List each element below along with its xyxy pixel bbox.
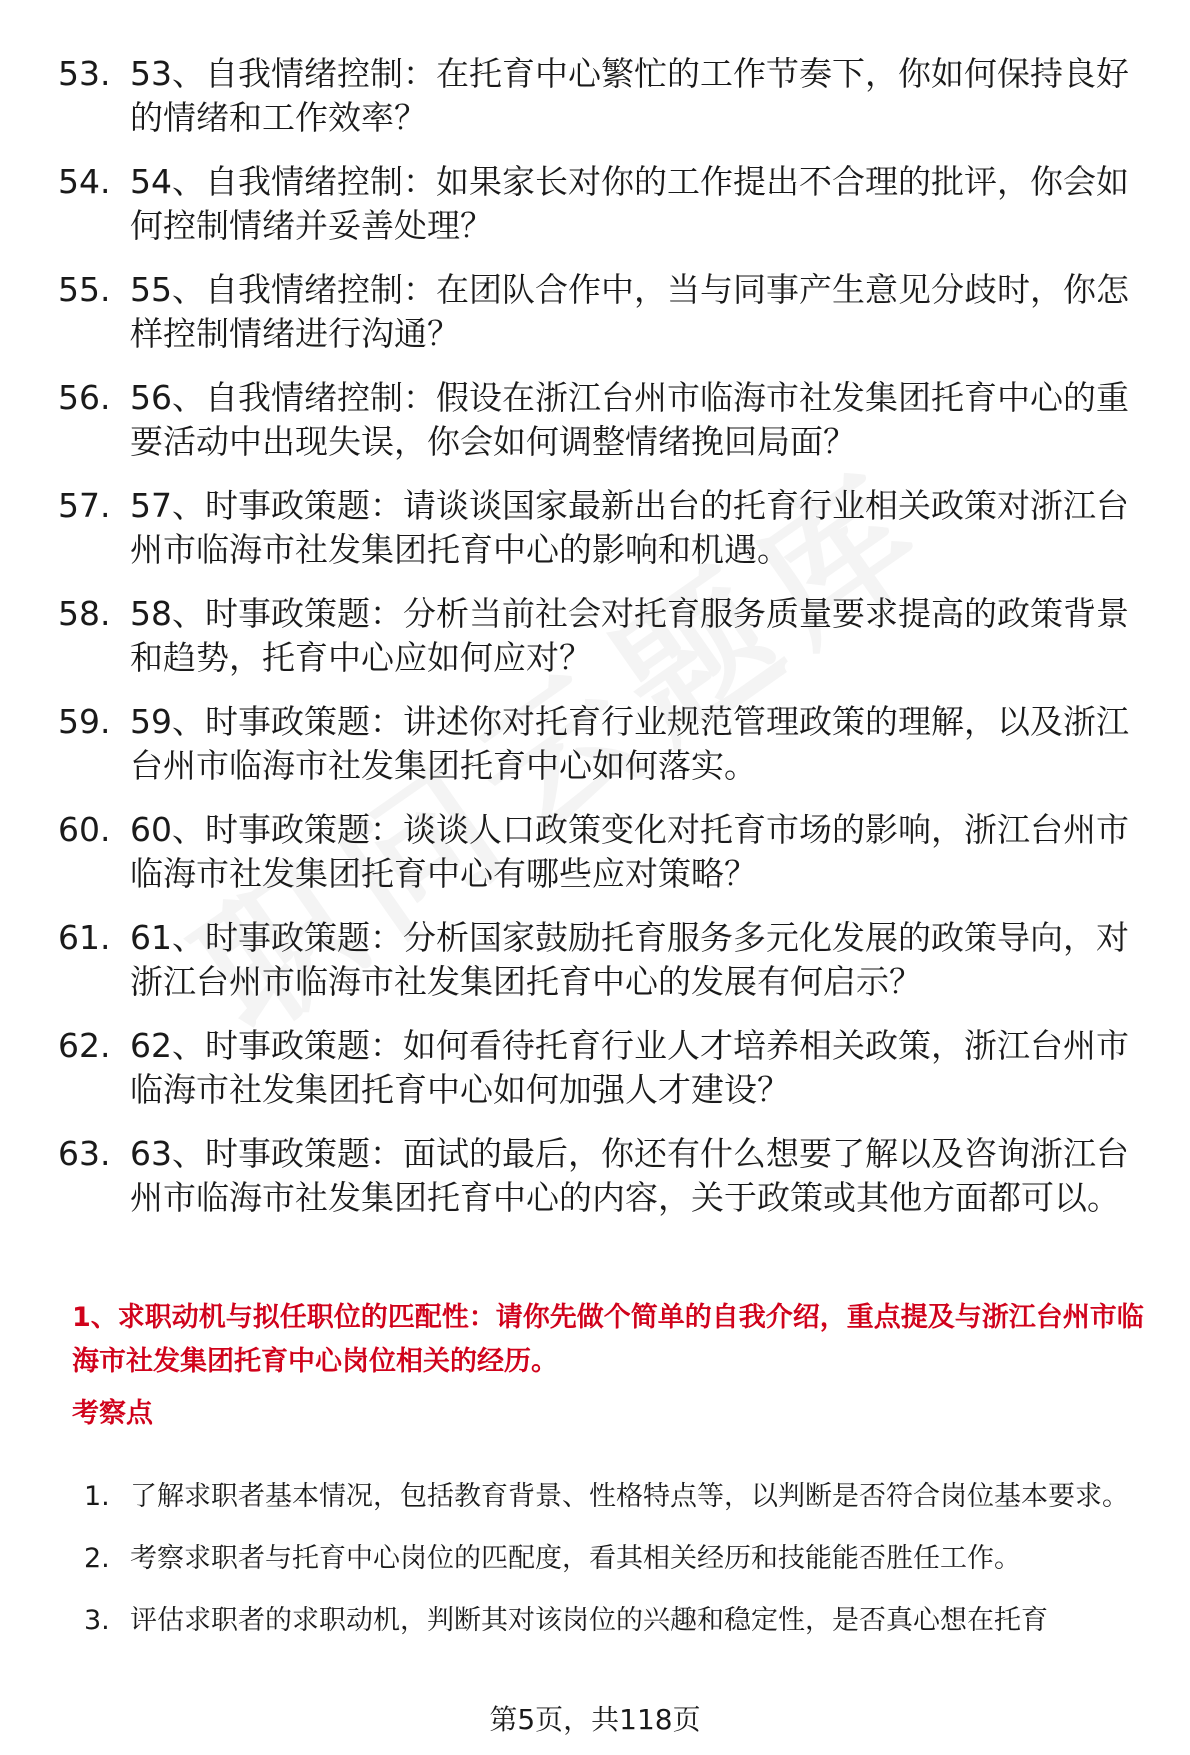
list-item-number: 60. bbox=[58, 810, 111, 849]
list-item bbox=[58, 268, 1158, 356]
list-item bbox=[58, 1132, 1158, 1220]
list-item bbox=[58, 916, 1158, 1004]
list-item-text: 57、时事政策题：请谈谈国家最新出台的托育行业相关政策对浙江台州市临海市社发集团托育中心的影响和机遇。 bbox=[130, 486, 1129, 569]
section-title: 1、求职动机与拟任职位的匹配性：请你先做个简单的自我介绍，重点提及与浙江台州市临海市社发集团托育中心岗位相关的经历。 bbox=[72, 1302, 1144, 1377]
list-item-number: 57. bbox=[58, 486, 111, 525]
list-item bbox=[84, 1590, 1154, 1652]
list-item-text: 考察求职者与托育中心岗位的匹配度，看其相关经历和技能能否胜任工作。 bbox=[130, 1543, 1021, 1574]
list-item bbox=[58, 376, 1158, 464]
list-item-text: 61、时事政策题：分析国家鼓励托育服务多元化发展的政策导向，对浙江台州市临海市社发集团托育中心的发展有何启示？ bbox=[130, 918, 1129, 1001]
list-item-text: 58、时事政策题：分析当前社会对托育服务质量要求提高的政策背景和趋势，托育中心应如何应对？ bbox=[130, 594, 1129, 677]
list-item-number: 56. bbox=[58, 378, 111, 417]
question-list bbox=[58, 52, 1158, 1240]
list-item-text: 56、自我情绪控制：假设在浙江台州市临海市社发集团托育中心的重要活动中出现失误，你会如何调整情绪挽回局面？ bbox=[130, 378, 1129, 461]
list-item-text: 62、时事政策题：如何看待托育行业人才培养相关政策，浙江台州市临海市社发集团托育中心如何加强人才建设？ bbox=[130, 1026, 1129, 1109]
list-item-number: 1. bbox=[84, 1481, 110, 1512]
list-item-number: 2. bbox=[84, 1543, 110, 1574]
list-item bbox=[58, 592, 1158, 680]
list-item-text: 55、自我情绪控制：在团队合作中，当与同事产生意见分歧时，你怎样控制情绪进行沟通？ bbox=[130, 270, 1129, 353]
list-item-number: 3. bbox=[84, 1605, 110, 1636]
list-item-text: 59、时事政策题：讲述你对托育行业规范管理政策的理解，以及浙江台州市临海市社发集团托育中心如何落实。 bbox=[130, 702, 1129, 785]
list-item-number: 58. bbox=[58, 594, 111, 633]
list-item-number: 55. bbox=[58, 270, 111, 309]
list-item-text: 53、自我情绪控制：在托育中心繁忙的工作节奏下，你如何保持良好的情绪和工作效率？ bbox=[130, 54, 1129, 137]
list-item bbox=[84, 1528, 1154, 1590]
list-item bbox=[58, 52, 1158, 140]
list-item-text: 60、时事政策题：谈谈人口政策变化对托育市场的影响，浙江台州市临海市社发集团托育中心有哪些应对策略？ bbox=[130, 810, 1129, 893]
list-item-number: 59. bbox=[58, 702, 111, 741]
exam-points-list bbox=[84, 1466, 1154, 1652]
list-item-number: 53. bbox=[58, 54, 111, 93]
exam-points-label: 考察点 bbox=[72, 1398, 153, 1429]
list-item-text: 63、时事政策题：面试的最后，你还有什么想要了解以及咨询浙江台州市临海市社发集团托育中心的内容，关于政策或其他方面都可以。 bbox=[130, 1134, 1129, 1217]
list-item bbox=[58, 1024, 1158, 1112]
list-item bbox=[84, 1466, 1154, 1528]
page-footer: 第5页，共118页 bbox=[489, 1703, 701, 1736]
list-item-number: 63. bbox=[58, 1134, 111, 1173]
list-item bbox=[58, 160, 1158, 248]
list-item-number: 62. bbox=[58, 1026, 111, 1065]
list-item-text: 评估求职者的求职动机，判断其对该岗位的兴趣和稳定性，是否真心想在托育 bbox=[130, 1605, 1048, 1636]
list-item bbox=[58, 484, 1158, 572]
list-item-text: 54、自我情绪控制：如果家长对你的工作提出不合理的批评，你会如何控制情绪并妥善处理？ bbox=[130, 162, 1129, 245]
list-item-number: 54. bbox=[58, 162, 111, 201]
list-item bbox=[58, 700, 1158, 788]
list-item-number: 61. bbox=[58, 918, 111, 957]
list-item bbox=[58, 808, 1158, 896]
list-item-text: 了解求职者基本情况，包括教育背景、性格特点等，以判断是否符合岗位基本要求。 bbox=[130, 1481, 1129, 1512]
